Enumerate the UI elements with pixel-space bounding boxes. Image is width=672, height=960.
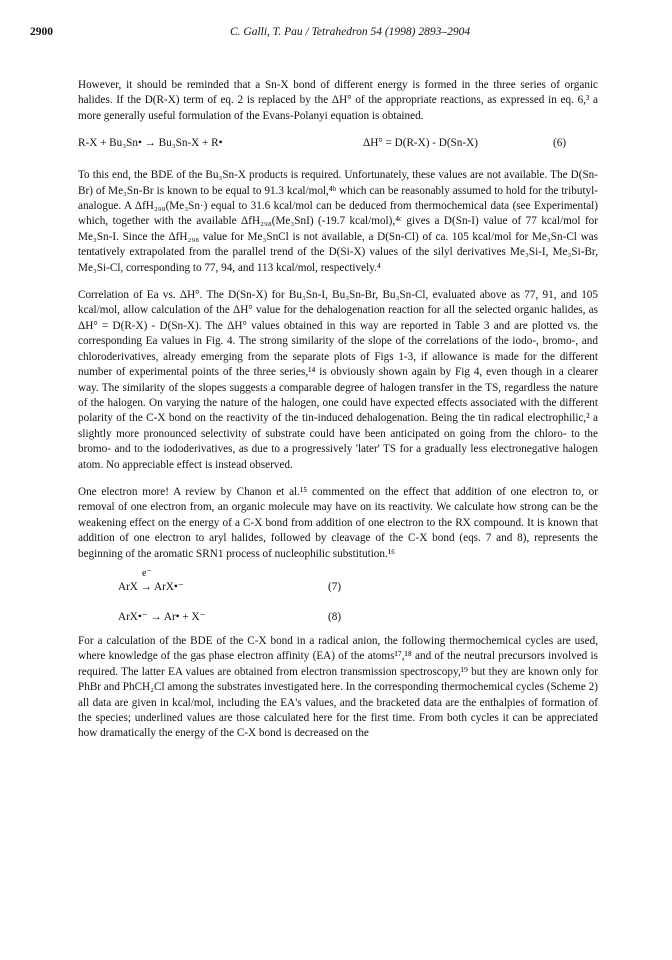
paragraph-4: One electron more! A review by Chanon et al.¹⁵ commented on the effect that addition of one electron to, or removal of one electron from, an organic molecule may have on its reactivity. We calculate how strong can be the weakening effect on the energy of a C-X bond from addition of one electron to the RX compound. It is known that addition of one electron to aryl halides, followed by cleavage of the C-X bond (eqs. 7 and 8), represents the beginning of the aromatic SRN1 process of nucleophilic substitution.¹⁶ <box>78 485 598 560</box>
equation-6-right: ΔH° = D(R-X) - D(Sn-X) <box>363 137 478 150</box>
equation-7-number: (7) <box>328 580 342 593</box>
page-number: 2900 <box>30 26 53 38</box>
equation-7-left: ArX → ArX•⁻ <box>118 580 184 593</box>
equation-6 <box>78 136 598 154</box>
article-body <box>78 78 598 754</box>
paragraph-2: To this end, the BDE of the Bu₃Sn-X products is required. Unfortunately, these values are not available. The D(Sn-Br) of Me₃Sn-Br is known to be equal to 91.3 kcal/mol,⁴ᵇ which can be reasonably assumed to hold for the tributyl-analogue. A ΔfH₂₉₈(Me₃Sn·) equal to 31.6 kcal/mol can be deduced from thermochemical data (see Experimental) which, together with the available ΔfH₂₉₈(Me₃SnI) (-19.7 kcal/mol),⁴ᶜ gives a D(Sn-I) value of 77 kcal/mol for Me₃Sn-I. Since the ΔfH₂₉₈ value for Me₃SnCl is not available, a D(Sn-Cl) of ca. 105 kcal/mol for Me₃Sn-Cl was tentatively extrapolated from the parallel trend of the D(Si-X) values of the silyl derivatives Me₃Si-I, Me₃Si-Br, Me₃Si-Cl, corresponding to 77, 94, and 113 kcal/mol, respectively.⁴ <box>78 169 598 274</box>
equation-7-electron: e⁻ <box>142 567 152 579</box>
equation-8 <box>78 604 598 628</box>
page-header <box>30 26 638 46</box>
equation-6-left: R-X + Bu₃Sn• → Bu₃Sn-X + R• <box>78 137 223 150</box>
equation-8-number: (8) <box>328 610 342 623</box>
equation-8-left: ArX•⁻ → Ar• + X⁻ <box>118 610 206 623</box>
equation-7 <box>78 567 598 598</box>
paragraph-3: Correlation of Ea vs. ΔH°. The D(Sn-X) for Bu₃Sn-I, Bu₃Sn-Br, Bu₃Sn-Cl, evaluated above as 77, 91, and 105 kcal/mol, allow calculation of the ΔH° value for the dehalogenation reaction for all the selected organic halides, as ΔH° = D(R-X) - D(Sn-X). The ΔH° values obtained in this way are reported in Table 3 and are plotted vs. the corresponding Ea values in Fig. 4. The strong similarity of the slope of the correlations of the iodo-, bromo-, and chloroderivatives, already emerging from the separate plots of Figs 1-3, if allowance is made for the different number of experimental points of the three series,¹⁴ is obviously shown again by Fig 4, even though in a clearer way. The similarity of the slopes suggests a comparable degree of halogen transfer in the TS, regardless the nature of the halogen. On varying the nature of the halogen, one could have expected effects associated with the different polarity of the C-X bond on the reactivity of the tin-induced dehalogenation. Being the tin radical electrophilic,² a slightly more pronounced selectivity of substrate could have been anticipated on going from the chloro- to the bromo- and to the iododerivatives, as due to a progressively 'later' TS for a gradually less electronegative halogen atom. No appreciable effect is instead observed. <box>78 289 598 471</box>
paragraph-1: However, it should be reminded that a Sn-X bond of different energy is formed in the three series of organic halides. If the D(R-X) term of eq. 2 is replaced by the ΔH° of the appropriate reactions, as expressed in eq. 6,³ a more generally useful formulation of the Evans-Polanyi equation is obtained. <box>78 79 598 122</box>
equation-6-number: (6) <box>553 137 567 150</box>
paragraph-5: For a calculation of the BDE of the C-X bond in a radical anion, the following thermochemical cycles are used, where knowledge of the gas phase electron affinity (EA) of the atoms¹⁷,¹⁸ and of the neutral precursors involved is required. The latter EA values are obtained from electron transmission spectroscopy,¹⁹ but they are known only for PhBr and PhCH₂Cl among the substrates investigated here. In the corresponding thermochemical cycles (Scheme 2) all data are given in kcal/mol, including the EA's values, and the bracketed data are the enthalpies of formation of the species; underlined values are those calculated here for the first time. From both cycles it can be appreciated how dramatically the energy of the C-X bond is decreased on the <box>78 634 598 740</box>
running-head: C. Galli, T. Pau / Tetrahedron 54 (1998) 2893–2904 <box>230 26 471 38</box>
